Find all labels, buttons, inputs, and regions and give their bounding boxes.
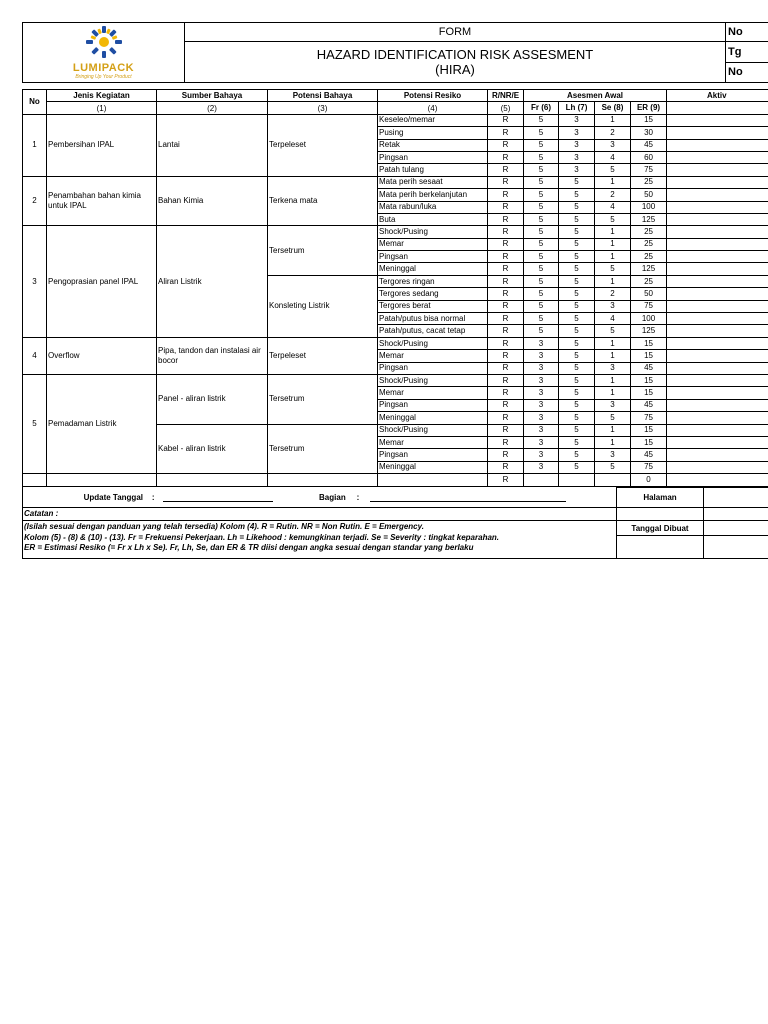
row-rnre: R <box>488 313 524 325</box>
row-aktiv <box>667 226 768 238</box>
row-potensi-resiko: Patah/putus bisa normal <box>378 313 488 325</box>
note-line-3: ER = Estimasi Resiko (= Fr x Lh x Se). Fr, Lh, Se, dan ER & TR diisi dengan angka sesuai dengan standar yang berlaku <box>24 543 474 553</box>
row-rnre: R <box>488 387 524 399</box>
row-rnre: R <box>488 362 524 374</box>
brand-tagline: Bringing Up Your Product <box>75 74 132 80</box>
row-er: 45 <box>631 449 667 461</box>
row-aktiv <box>667 139 768 151</box>
row-fr: 5 <box>524 275 559 287</box>
blank-aktiv <box>667 474 768 486</box>
row-fr: 3 <box>524 436 559 448</box>
blank-se <box>595 474 631 486</box>
row-potensi-resiko: Memar <box>378 436 488 448</box>
row-aktiv <box>667 337 768 349</box>
row-rnre: R <box>488 251 524 263</box>
row-no: 3 <box>23 226 47 338</box>
row-potensi-resiko: Pingsan <box>378 362 488 374</box>
row-aktiv <box>667 374 768 386</box>
form-title <box>185 42 726 83</box>
row-rnre: R <box>488 449 524 461</box>
col-sumber: Sumber Bahaya <box>157 90 268 102</box>
row-potensi-resiko: Keseleo/memar <box>378 114 488 126</box>
col-rnre: R/NR/E <box>488 90 524 102</box>
row-er: 25 <box>631 275 667 287</box>
row-se: 3 <box>595 362 631 374</box>
row-fr: 3 <box>524 449 559 461</box>
row-rnre: R <box>488 164 524 176</box>
row-rnre: R <box>488 139 524 151</box>
blank-potensi <box>268 474 378 486</box>
col-er: ER (9) <box>631 102 667 114</box>
row-se: 2 <box>595 127 631 139</box>
row-fr: 5 <box>524 313 559 325</box>
row-er: 45 <box>631 399 667 411</box>
hira-body <box>23 114 768 486</box>
row-aktiv <box>667 412 768 424</box>
row-lh: 5 <box>559 201 595 213</box>
blank-er: 0 <box>631 474 667 486</box>
row-se: 4 <box>595 151 631 163</box>
tanggal-dibuat-label: Tanggal Dibuat <box>617 521 704 536</box>
col-aktiv-sub <box>667 102 768 114</box>
row-sumber-bahaya: Panel - aliran listrik <box>157 374 268 424</box>
row-fr: 5 <box>524 300 559 312</box>
lumipack-logo-icon <box>79 25 129 59</box>
row-lh: 5 <box>559 362 595 374</box>
row-fr: 5 <box>524 201 559 213</box>
row-lh: 5 <box>559 424 595 436</box>
notes-cell <box>23 508 617 559</box>
row-se: 5 <box>595 213 631 225</box>
row-rnre: R <box>488 337 524 349</box>
row-fr: 5 <box>524 226 559 238</box>
row-jenis-kegiatan: Penambahan bahan kimia untuk IPAL <box>47 176 157 226</box>
row-er: 75 <box>631 461 667 473</box>
row-er: 75 <box>631 164 667 176</box>
side-label-2: Tg <box>726 42 768 63</box>
update-row <box>23 487 617 508</box>
row-potensi-resiko: Shock/Pusing <box>378 337 488 349</box>
col-jenis-num: (1) <box>47 102 157 114</box>
row-lh: 5 <box>559 226 595 238</box>
row-se: 3 <box>595 300 631 312</box>
row-potensi-resiko: Pingsan <box>378 251 488 263</box>
col-asesmen: Asesmen Awal <box>524 90 667 102</box>
row-er: 125 <box>631 213 667 225</box>
col-rnre-num: (5) <box>488 102 524 114</box>
row-sumber-bahaya: Kabel - aliran listrik <box>157 424 268 474</box>
row-lh: 5 <box>559 325 595 337</box>
row-se: 5 <box>595 461 631 473</box>
halaman-blank-2 <box>704 508 768 521</box>
side-label-3: No <box>726 62 768 83</box>
row-potensi-resiko: Tergores sedang <box>378 288 488 300</box>
bagian-label: Bagian <box>319 492 346 502</box>
row-se: 4 <box>595 313 631 325</box>
row-aktiv <box>667 213 768 225</box>
row-rnre: R <box>488 275 524 287</box>
row-lh: 5 <box>559 275 595 287</box>
row-se: 1 <box>595 350 631 362</box>
row-sumber-bahaya: Lantai <box>157 114 268 176</box>
row-potensi-bahaya: Terpeleset <box>268 337 378 374</box>
row-er: 100 <box>631 201 667 213</box>
row-aktiv <box>667 176 768 188</box>
row-rnre: R <box>488 300 524 312</box>
row-se: 2 <box>595 288 631 300</box>
row-aktiv <box>667 387 768 399</box>
row-potensi-resiko: Retak <box>378 139 488 151</box>
row-fr: 3 <box>524 374 559 386</box>
row-fr: 3 <box>524 387 559 399</box>
row-fr: 5 <box>524 213 559 225</box>
row-er: 75 <box>631 412 667 424</box>
row-sumber-bahaya: Pipa, tandon dan instalasi air bocor <box>157 337 268 374</box>
row-potensi-bahaya: Tersetrum <box>268 226 378 276</box>
row-aktiv <box>667 114 768 126</box>
row-lh: 5 <box>559 313 595 325</box>
row-no: 2 <box>23 176 47 226</box>
row-se: 3 <box>595 449 631 461</box>
row-se: 1 <box>595 176 631 188</box>
row-er: 50 <box>631 288 667 300</box>
row-fr: 5 <box>524 127 559 139</box>
row-potensi-resiko: Mata perih berkelanjutan <box>378 189 488 201</box>
blank-fr <box>524 474 559 486</box>
tanggal-dibuat-blank-2 <box>704 536 768 559</box>
row-potensi-resiko: Tergores ringan <box>378 275 488 287</box>
row-potensi-resiko: Buta <box>378 213 488 225</box>
row-potensi-resiko: Pusing <box>378 127 488 139</box>
row-er: 25 <box>631 226 667 238</box>
row-er: 15 <box>631 114 667 126</box>
update-colon: : <box>151 492 155 502</box>
row-se: 1 <box>595 436 631 448</box>
row-aktiv <box>667 127 768 139</box>
col-lh: Lh (7) <box>559 102 595 114</box>
row-aktiv <box>667 151 768 163</box>
row-lh: 3 <box>559 139 595 151</box>
row-aktiv <box>667 436 768 448</box>
row-potensi-bahaya: Tersetrum <box>268 374 378 424</box>
row-lh: 5 <box>559 300 595 312</box>
row-potensi-resiko: Patah tulang <box>378 164 488 176</box>
row-fr: 5 <box>524 263 559 275</box>
row-er: 25 <box>631 251 667 263</box>
row-rnre: R <box>488 176 524 188</box>
col-potensi-bahaya-num: (3) <box>268 102 378 114</box>
row-fr: 3 <box>524 424 559 436</box>
blank-lh <box>559 474 595 486</box>
row-lh: 5 <box>559 399 595 411</box>
col-potensi-resiko-num: (4) <box>378 102 488 114</box>
row-se: 1 <box>595 226 631 238</box>
row-potensi-resiko: Memar <box>378 350 488 362</box>
row-er: 15 <box>631 424 667 436</box>
row-potensi-resiko: Mata perih sesaat <box>378 176 488 188</box>
update-date-field[interactable] <box>163 493 273 502</box>
row-potensi-resiko: Pingsan <box>378 399 488 411</box>
row-rnre: R <box>488 201 524 213</box>
row-er: 100 <box>631 313 667 325</box>
row-er: 50 <box>631 189 667 201</box>
catatan-label: Catatan : <box>23 508 616 521</box>
row-lh: 5 <box>559 412 595 424</box>
row-fr: 3 <box>524 337 559 349</box>
row-se: 5 <box>595 263 631 275</box>
row-rnre: R <box>488 350 524 362</box>
row-rnre: R <box>488 127 524 139</box>
row-se: 3 <box>595 139 631 151</box>
row-aktiv <box>667 350 768 362</box>
row-jenis-kegiatan: Pembersihan IPAL <box>47 114 157 176</box>
row-rnre: R <box>488 436 524 448</box>
row-lh: 5 <box>559 176 595 188</box>
row-potensi-bahaya: Tersetrum <box>268 424 378 474</box>
row-se: 5 <box>595 412 631 424</box>
table-row-blank <box>23 474 768 486</box>
brand-name: LUMIPACK <box>72 62 135 74</box>
row-aktiv <box>667 449 768 461</box>
row-aktiv <box>667 164 768 176</box>
row-potensi-resiko: Pingsan <box>378 449 488 461</box>
row-jenis-kegiatan: Overflow <box>47 337 157 374</box>
bagian-colon: : <box>356 492 360 502</box>
row-lh: 3 <box>559 114 595 126</box>
row-lh: 5 <box>559 436 595 448</box>
row-jenis-kegiatan: Pemadaman Listrik <box>47 374 157 473</box>
row-er: 45 <box>631 139 667 151</box>
row-fr: 3 <box>524 362 559 374</box>
row-aktiv <box>667 399 768 411</box>
row-potensi-resiko: Meninggal <box>378 412 488 424</box>
row-se: 5 <box>595 164 631 176</box>
tanggal-dibuat-blank <box>617 536 704 559</box>
row-potensi-resiko: Memar <box>378 387 488 399</box>
row-potensi-resiko: Meninggal <box>378 263 488 275</box>
row-aktiv <box>667 275 768 287</box>
row-er: 60 <box>631 151 667 163</box>
table-row <box>23 114 768 126</box>
row-rnre: R <box>488 189 524 201</box>
blank-sumber <box>157 474 268 486</box>
row-aktiv <box>667 362 768 374</box>
row-aktiv <box>667 238 768 250</box>
row-no: 5 <box>23 374 47 473</box>
row-aktiv <box>667 325 768 337</box>
row-aktiv <box>667 263 768 275</box>
row-fr: 3 <box>524 461 559 473</box>
update-label: Update Tanggal <box>83 492 143 502</box>
row-potensi-resiko: Pingsan <box>378 151 488 163</box>
col-se: Se (8) <box>595 102 631 114</box>
table-row <box>23 374 768 386</box>
row-er: 45 <box>631 362 667 374</box>
table-row <box>23 337 768 349</box>
row-fr: 5 <box>524 139 559 151</box>
row-er: 125 <box>631 263 667 275</box>
halaman-label: Halaman <box>617 487 704 508</box>
row-jenis-kegiatan: Pengoprasian panel IPAL <box>47 226 157 338</box>
row-lh: 5 <box>559 449 595 461</box>
row-fr: 3 <box>524 350 559 362</box>
row-er: 15 <box>631 374 667 386</box>
row-er: 15 <box>631 436 667 448</box>
halaman-value <box>704 487 768 508</box>
hira-sheet <box>22 22 768 559</box>
row-lh: 3 <box>559 127 595 139</box>
row-se: 1 <box>595 238 631 250</box>
row-fr: 5 <box>524 325 559 337</box>
row-aktiv <box>667 313 768 325</box>
row-fr: 5 <box>524 288 559 300</box>
row-er: 125 <box>631 325 667 337</box>
row-rnre: R <box>488 288 524 300</box>
row-sumber-bahaya: Bahan Kimia <box>157 176 268 226</box>
row-er: 15 <box>631 387 667 399</box>
row-fr: 3 <box>524 399 559 411</box>
col-aktiv: Aktiv <box>667 90 768 102</box>
row-potensi-resiko: Shock/Pusing <box>378 424 488 436</box>
col-sumber-num: (2) <box>157 102 268 114</box>
blank-no <box>23 474 47 486</box>
form-title-line2: (HIRA) <box>435 62 475 77</box>
row-lh: 5 <box>559 337 595 349</box>
row-er: 25 <box>631 238 667 250</box>
form-footer <box>22 487 768 560</box>
row-aktiv <box>667 288 768 300</box>
row-aktiv <box>667 189 768 201</box>
col-no: No <box>23 90 47 115</box>
row-er: 75 <box>631 300 667 312</box>
blank-resiko <box>378 474 488 486</box>
row-se: 2 <box>595 189 631 201</box>
col-fr: Fr (6) <box>524 102 559 114</box>
row-fr: 5 <box>524 151 559 163</box>
row-er: 25 <box>631 176 667 188</box>
row-lh: 5 <box>559 213 595 225</box>
row-fr: 5 <box>524 164 559 176</box>
row-potensi-resiko: Memar <box>378 238 488 250</box>
row-potensi-resiko: Patah/putus, cacat tetap <box>378 325 488 337</box>
row-lh: 5 <box>559 238 595 250</box>
row-rnre: R <box>488 399 524 411</box>
col-potensi-bahaya: Potensi Bahaya <box>268 90 378 102</box>
row-er: 15 <box>631 350 667 362</box>
row-lh: 5 <box>559 189 595 201</box>
row-potensi-resiko: Mata rabun/luka <box>378 201 488 213</box>
form-title-line1: HAZARD IDENTIFICATION RISK ASSESMENT <box>316 47 594 62</box>
table-row <box>23 226 768 238</box>
row-se: 1 <box>595 387 631 399</box>
row-rnre: R <box>488 325 524 337</box>
row-potensi-resiko: Shock/Pusing <box>378 374 488 386</box>
row-se: 5 <box>595 325 631 337</box>
row-fr: 5 <box>524 114 559 126</box>
row-rnre: R <box>488 374 524 386</box>
row-se: 1 <box>595 424 631 436</box>
tanggal-dibuat-value <box>704 521 768 536</box>
row-er: 15 <box>631 337 667 349</box>
row-se: 1 <box>595 114 631 126</box>
row-no: 4 <box>23 337 47 374</box>
row-potensi-bahaya: Terkena mata <box>268 176 378 226</box>
blank-jenis <box>47 474 157 486</box>
row-se: 4 <box>595 201 631 213</box>
side-label-1: No <box>726 23 768 42</box>
row-aktiv <box>667 461 768 473</box>
row-lh: 5 <box>559 350 595 362</box>
row-lh: 5 <box>559 288 595 300</box>
row-potensi-bahaya: Konsleting Listrik <box>268 275 378 337</box>
row-rnre: R <box>488 412 524 424</box>
row-lh: 3 <box>559 164 595 176</box>
row-rnre: R <box>488 226 524 238</box>
row-aktiv <box>667 424 768 436</box>
row-rnre: R <box>488 263 524 275</box>
row-er: 30 <box>631 127 667 139</box>
blank-rnre: R <box>488 474 524 486</box>
halaman-blank <box>617 508 704 521</box>
row-rnre: R <box>488 151 524 163</box>
row-potensi-resiko: Meninggal <box>378 461 488 473</box>
row-se: 1 <box>595 275 631 287</box>
row-aktiv <box>667 300 768 312</box>
row-rnre: R <box>488 213 524 225</box>
form-label: FORM <box>185 23 726 42</box>
row-potensi-resiko: Tergores berat <box>378 300 488 312</box>
col-potensi-resiko: Potensi Resiko <box>378 90 488 102</box>
row-sumber-bahaya: Aliran Listrik <box>157 226 268 338</box>
row-rnre: R <box>488 114 524 126</box>
row-se: 1 <box>595 337 631 349</box>
row-aktiv <box>667 251 768 263</box>
hira-table <box>22 89 768 487</box>
table-row <box>23 176 768 188</box>
row-se: 3 <box>595 399 631 411</box>
note-line-1: (Isilah sesuai dengan panduan yang telah tersedia) Kolom (4). R = Rutin. NR = Non Rutin. E = Emergency. <box>24 522 424 531</box>
row-fr: 5 <box>524 238 559 250</box>
row-fr: 5 <box>524 251 559 263</box>
row-lh: 5 <box>559 263 595 275</box>
row-rnre: R <box>488 461 524 473</box>
row-lh: 5 <box>559 251 595 263</box>
row-lh: 3 <box>559 151 595 163</box>
row-lh: 5 <box>559 374 595 386</box>
row-aktiv <box>667 201 768 213</box>
row-no: 1 <box>23 114 47 176</box>
row-rnre: R <box>488 238 524 250</box>
note-line-2: Kolom (5) - (8) & (10) - (13). Fr = Frekuensi Pekerjaan. Lh = Likehood : kemungkinan terjadi. Se = Severity : tingkat keparahan. <box>24 532 500 542</box>
row-lh: 5 <box>559 461 595 473</box>
row-se: 1 <box>595 374 631 386</box>
row-lh: 5 <box>559 387 595 399</box>
row-fr: 5 <box>524 189 559 201</box>
bagian-field[interactable] <box>370 493 566 502</box>
row-potensi-bahaya: Terpeleset <box>268 114 378 176</box>
form-header <box>22 22 768 83</box>
row-fr: 3 <box>524 412 559 424</box>
logo-cell <box>23 23 185 83</box>
row-se: 1 <box>595 251 631 263</box>
col-jenis: Jenis Kegiatan <box>47 90 157 102</box>
row-rnre: R <box>488 424 524 436</box>
row-potensi-resiko: Shock/Pusing <box>378 226 488 238</box>
row-fr: 5 <box>524 176 559 188</box>
